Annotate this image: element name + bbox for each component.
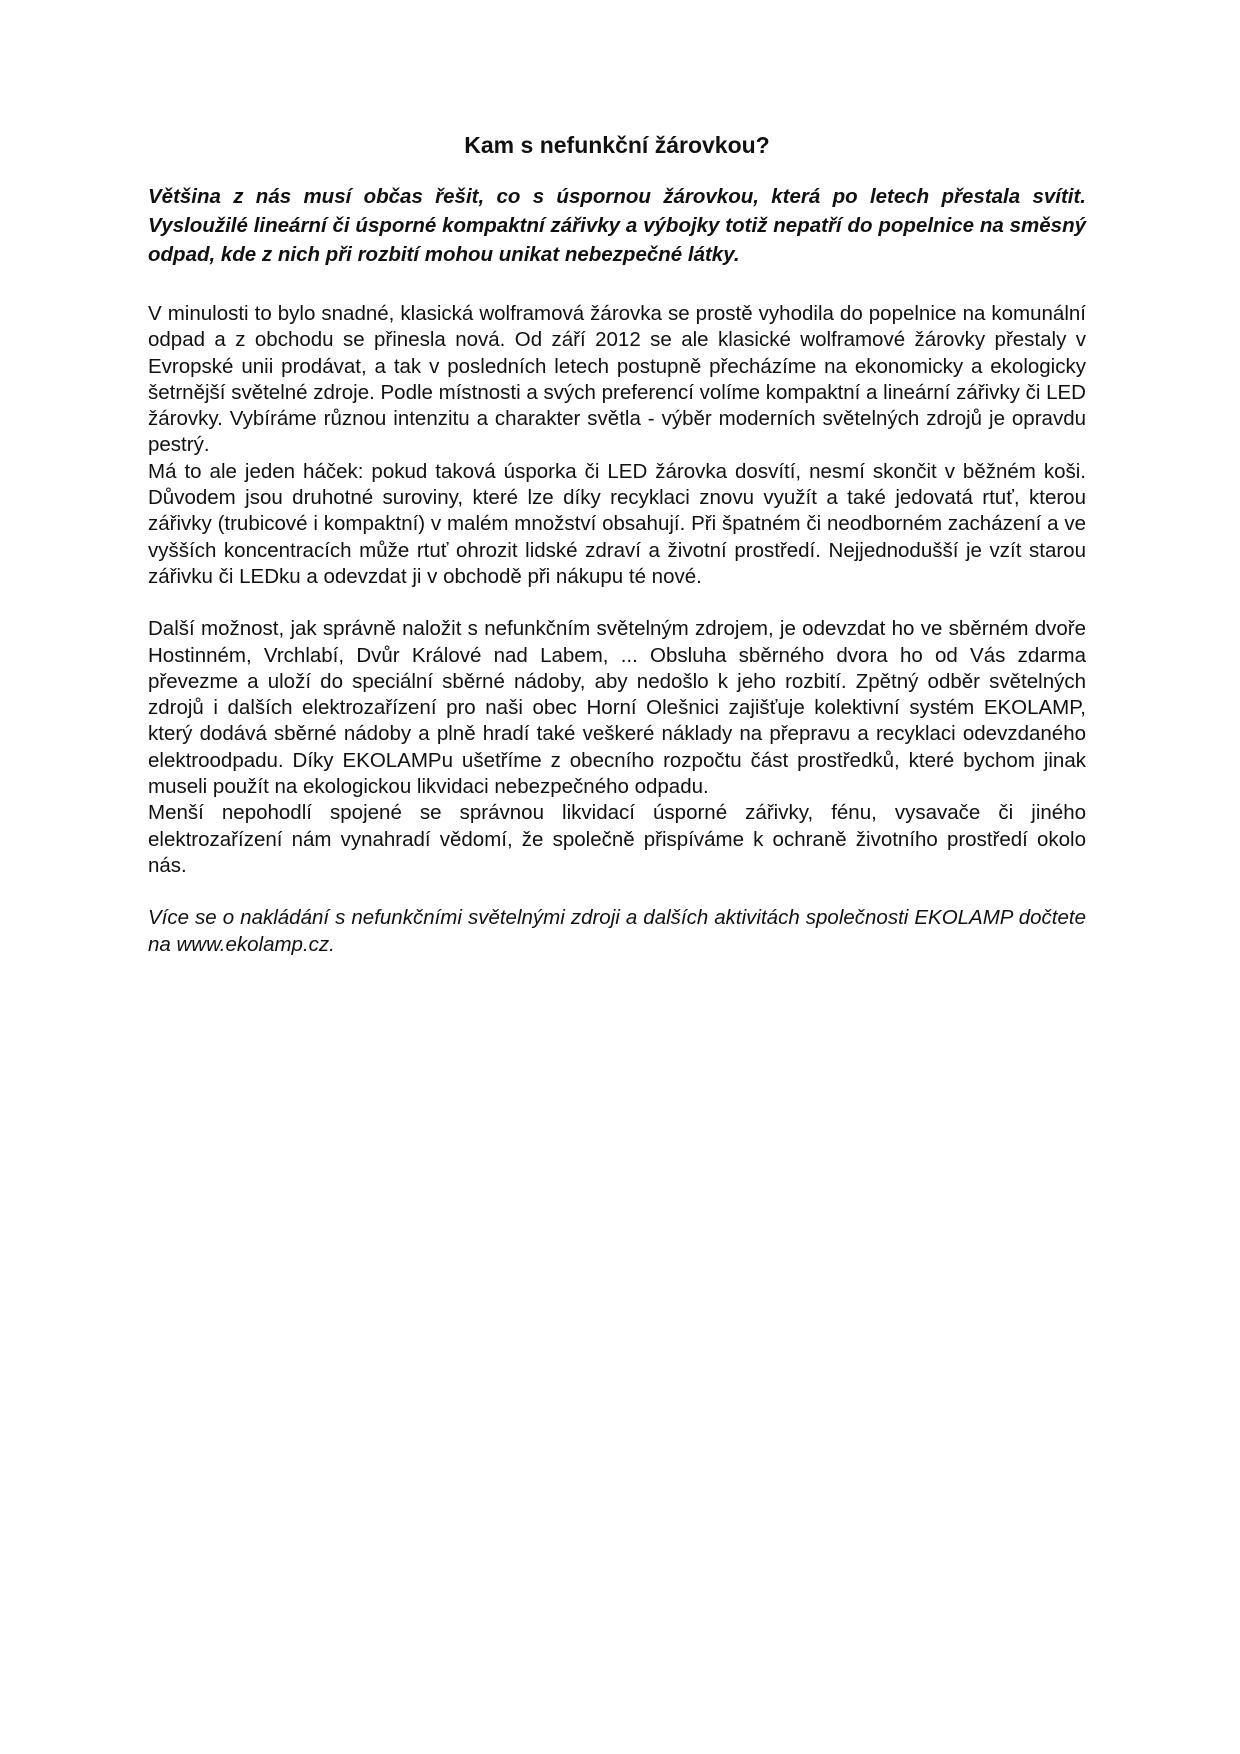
body-paragraph-3: Další možnost, jak správně naložit s nefunkčním světelným zdrojem, je odevzdat ho ve sběrném dvoře Hostinném, Vrchlabí, Dvůr Králové nad Labem, ... Obsluha sběrného dvora ho od Vás zdarma převezme a uloží do speciální sběrné nádoby, aby nedošlo k jeho rozbití. Zpětný odběr světelných zdrojů i dalších elektrozařízení pro naši obec Horní Olešnici zajišťuje kolektivní systém EKOLAMP, který dodává sběrné nádoby a plně hradí také veškeré náklady na přepravu a recyklaci odevzdaného elektroodpadu. Díky EKOLAMPu ušetříme z obecního rozpočtu část prostředků, které bychom jinak museli použít na ekologickou likvidaci nebezpečného odpadu. — [148, 617, 1086, 799]
body-paragraph-4: Menší nepohodlí spojené se správnou likvidací úsporné zářivky, fénu, vysavače či jiného elektrozařízení nám vynahradí vědomí, že společně přispíváme k ochraně životního prostředí okolo nás. — [148, 801, 1086, 877]
paragraph-spacer — [148, 590, 1086, 616]
ekolamp-link[interactable]: www.ekolamp.cz — [176, 932, 330, 956]
body-paragraph-2: Má to ale jeden háček: pokud taková úsporka či LED žárovka dosvítí, nesmí skončit v běžném koši. Důvodem jsou druhotné suroviny, které lze díky recyklaci znovu využít a také jedovatá rtuť, kterou zářivky (trubicové i kompaktní) v malém množství obsahují. Při špatném či neodborném zacházení a ve vyšších koncentracích může rtuť ohrozit lidské zdraví a životní prostředí. Nejjednodušší je vzít starou zářivku či LEDku a odevzdat ji v obchodě při nákupu té nové. — [148, 459, 1086, 588]
lead-paragraph: Většina z nás musí občas řešit, co s úspornou žárovkou, která po letech přestala svítit. Vysloužilé lineární či úsporné kompaktní zářivky a výbojky totiž nepatří do popelnice na směsný odpad, kde z nich při rozbití mohou unikat nebezpečné látky. — [148, 185, 1086, 266]
footer-text: Více se o nakládání s nefunkčními světelnými zdroji a dalších aktivitách společnosti EKOLAMP dočtete na — [148, 906, 1086, 956]
footer-text-end: . — [329, 932, 335, 956]
footer-note — [148, 905, 1086, 958]
body-paragraph-1: V minulosti to bylo snadné, klasická wolframová žárovka se prostě vyhodila do popelnice na komunální odpad a z obchodu se přinesla nová. Od září 2012 se ale klasické wolframové žárovky přestaly v Evropské unii prodávat, a tak v posledních letech postupně přecházíme na ekonomicky a ekologicky šetrnější světelné zdroje. Podle místnosti a svých preferencí volíme kompaktní a lineární zářivky či LED žárovky. Vybíráme různou intenzitu a charakter světla - výběr moderních světelných zdrojů je opravdu pestrý. — [148, 302, 1086, 457]
paragraph-spacer — [148, 879, 1086, 905]
document-page — [148, 130, 1086, 958]
document-title: Kam s nefunkční žárovkou? — [464, 132, 770, 158]
